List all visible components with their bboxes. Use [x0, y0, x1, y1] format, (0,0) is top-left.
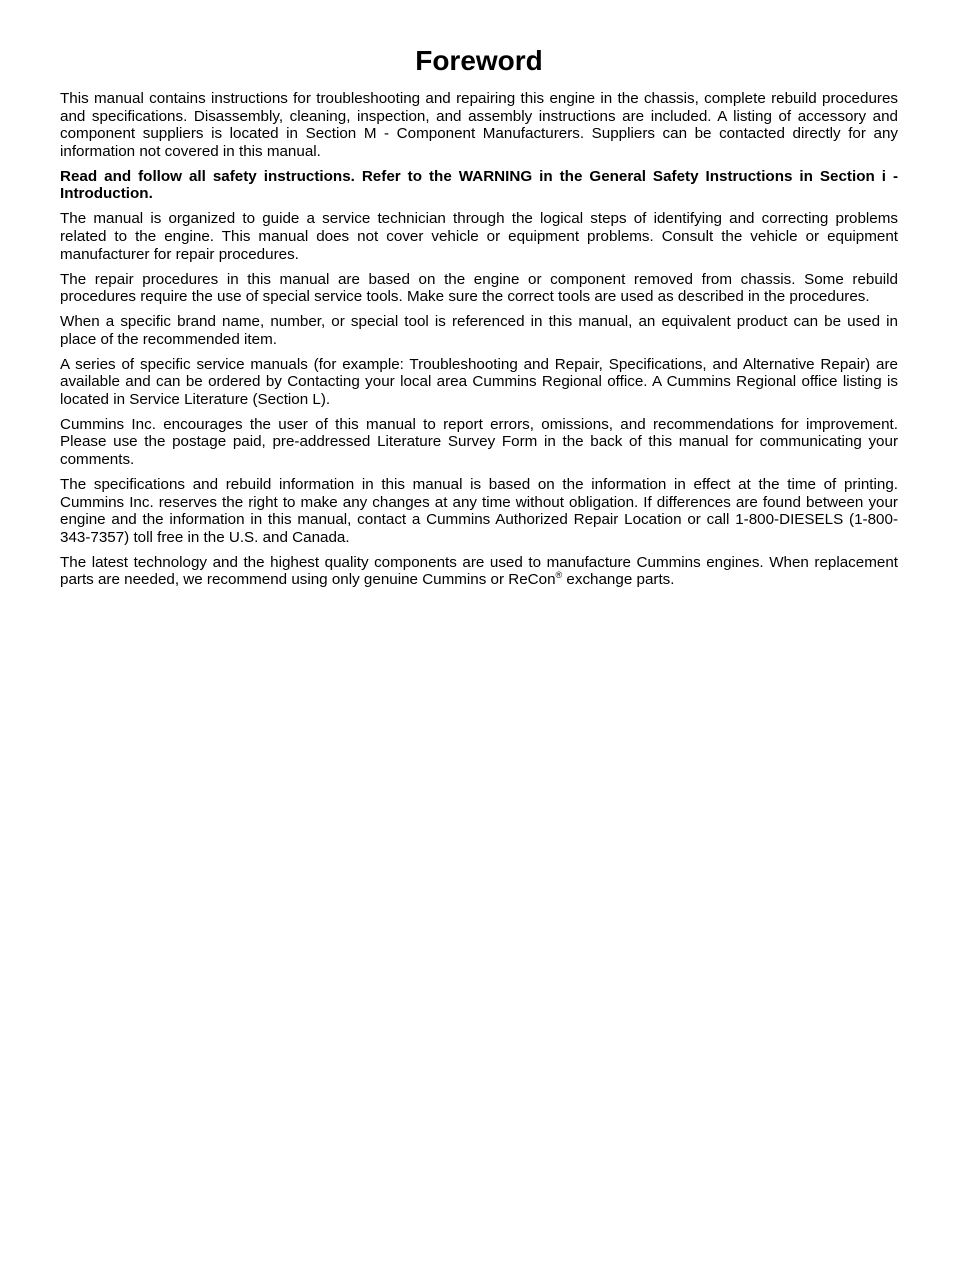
paragraph-specifications: The specifications and rebuild information in this manual is based on the information in effect at the time of printing. Cummins Inc. reserves the right to make any changes at any time without obligation. If differences are found between your engine and the information in this manual, contact a Cummins Authorized Repair Location or call 1-800-DIESELS (1-800-343-7357) toll free in the U.S. and Canada.	[60, 476, 898, 546]
paragraph-repair-procedures: The repair procedures in this manual are based on the engine or component removed from chassis. Some rebuild procedures require the use of special service tools. Make sure the correct tools are used as described in the procedures.	[60, 270, 898, 306]
document-page	[60, 44, 898, 596]
paragraph-genuine-parts	[60, 554, 898, 589]
paragraph-service-manuals: A series of specific service manuals (for example: Troubleshooting and Repair, Specifications, and Alternative Repair) are available and can be ordered by Contacting your local area Cummins Regional office. A Cummins Regional office listing is located in Service Literature (Section L).	[60, 355, 898, 408]
paragraph-feedback: Cummins Inc. encourages the user of this manual to report errors, omissions, and recommendations for improvement. Please use the postage paid, pre-addressed Literature Survey Form in the back of this manual for communicating your comments.	[60, 415, 898, 469]
paragraph-intro: This manual contains instructions for troubleshooting and repairing this engine in the chassis, complete rebuild procedures and specifications. Disassembly, cleaning, inspection, and assembly instructions are included. A listing of accessory and component suppliers is located in Section M - Component Manufacturers. Suppliers can be contacted directly for any information not covered in this manual.	[60, 90, 898, 160]
paragraph-safety-warning: Read and follow all safety instructions. Refer to the WARNING in the General Safety Instructions in Section i - Introduction.	[60, 167, 898, 203]
registered-mark: ®	[555, 570, 563, 581]
paragraph-genuine-parts-tail: exchange parts.	[562, 571, 675, 589]
page-title: Foreword	[415, 45, 543, 76]
paragraph-equivalent-products: When a specific brand name, number, or special tool is referenced in this manual, an equivalent product can be used in place of the recommended item.	[60, 313, 898, 348]
paragraph-organization: The manual is organized to guide a service technician through the logical steps of identifying and correcting problems related to the engine. This manual does not cover vehicle or equipment problems. Consult the vehicle or equipment manufacturer for repair procedures.	[60, 210, 898, 263]
paragraph-genuine-parts-text: The latest technology and the highest quality components are used to manufacture Cummins engines. When replacement parts are needed, we recommend using only genuine Cummins or ReCon	[60, 553, 898, 589]
